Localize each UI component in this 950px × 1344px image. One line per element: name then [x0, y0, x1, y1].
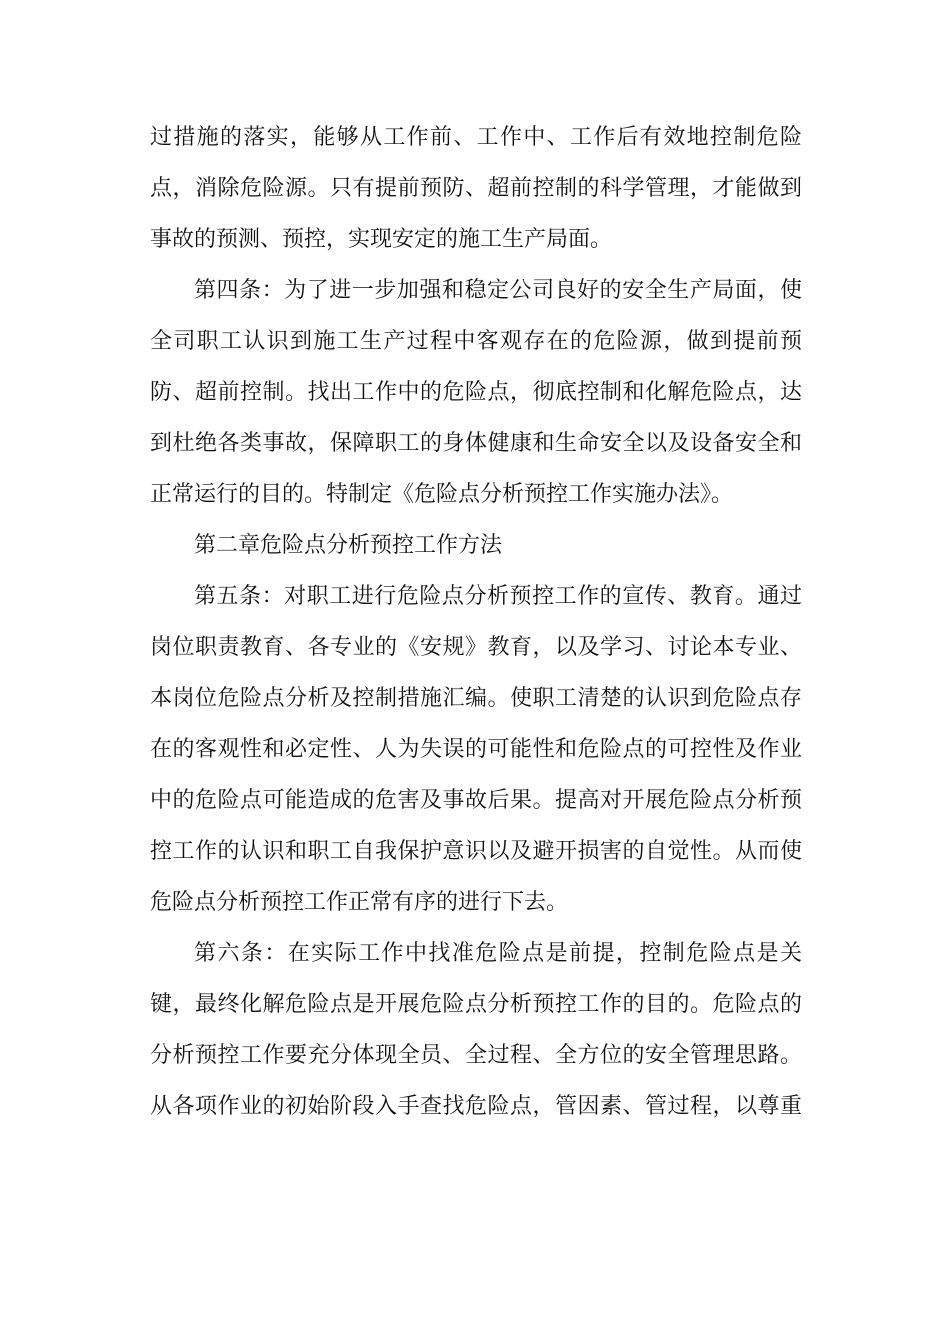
article-5-line: 本岗位危险点分析及控制措施汇编。使职工清楚的认识到危险点存	[150, 686, 802, 711]
article-4-line: 正常运行的目的。特制定《危险点分析预控工作实施办法》。	[150, 482, 734, 507]
article-5-line: 中的危险点可能造成的危害及事故后果。提高对开展危险点分析预	[150, 788, 802, 813]
article-6-line: 分析预控工作要充分体现全员、全过程、全方位的安全管理思路。	[150, 1043, 802, 1068]
article-6-line: 第六条：在实际工作中找准危险点是前提，控制危险点是关	[194, 941, 802, 966]
article-6-line: 键，最终化解危险点是开展危险点分析预控工作的目的。危险点的	[150, 992, 802, 1017]
chapter-heading: 第二章危险点分析预控工作方法	[194, 533, 503, 558]
article-5-line: 在的客观性和必定性、人为失误的可能性和危险点的可控性及作业	[150, 737, 802, 762]
article-4-line: 防、超前控制。找出工作中的危险点，彻底控制和化解危险点，达	[150, 380, 802, 405]
paragraph-line: 点，消除危险源。只有提前预防、超前控制的科学管理，才能做到	[150, 176, 802, 201]
paragraph-line: 过措施的落实，能够从工作前、工作中、工作后有效地控制危险	[150, 125, 802, 150]
article-6-line: 从各项作业的初始阶段入手查找危险点，管因素、管过程，以尊重	[150, 1094, 802, 1119]
article-4-line: 到杜绝各类事故，保障职工的身体健康和生命安全以及设备安全和	[150, 431, 802, 456]
article-4-line: 第四条：为了进一步加强和稳定公司良好的安全生产局面，使	[194, 278, 802, 303]
body-text	[150, 112, 802, 1132]
article-4-line: 全司职工认识到施工生产过程中客观存在的危险源，做到提前预	[150, 329, 802, 354]
paragraph-line: 事故的预测、预控，实现安定的施工生产局面。	[150, 227, 613, 252]
article-5-line: 控工作的认识和职工自我保护意识以及避开损害的自觉性。从而使	[150, 839, 802, 864]
article-5-line: 岗位职责教育、各专业的《安规》教育，以及学习、讨论本专业、	[150, 635, 802, 660]
article-5-line: 危险点分析预控工作正常有序的进行下去。	[150, 890, 569, 915]
article-5-line: 第五条：对职工进行危险点分析预控工作的宣传、教育。通过	[194, 584, 802, 609]
